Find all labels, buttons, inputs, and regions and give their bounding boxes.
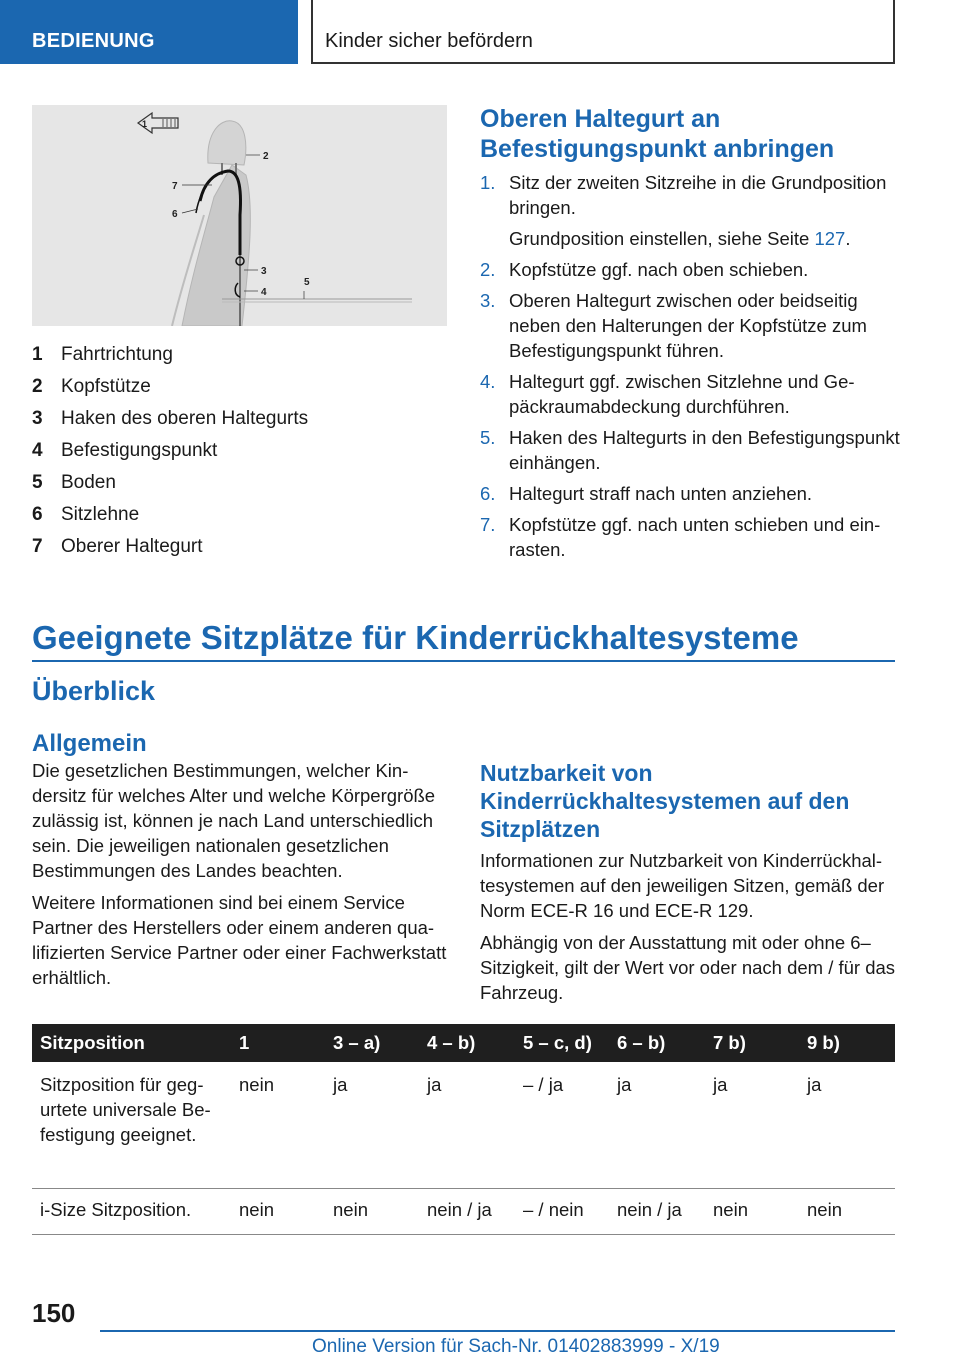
section-label: BEDIENUNG bbox=[32, 30, 155, 52]
callout-7: 7 bbox=[172, 181, 178, 192]
step-note-suffix: . bbox=[845, 228, 851, 249]
overview-heading: Überblick bbox=[32, 676, 156, 706]
step-text: Oberen Haltegurt zwischen oder beidseitig neben den Halterungen der Kopfstütze zum Befestigungspunkt führen. bbox=[509, 290, 867, 361]
step-number: 1. bbox=[480, 172, 496, 193]
paragraph: Abhängig von der Ausstattung mit oder ohne 6–Sitzigkeit, gilt der Wert vor oder nach dem / für das Fahrzeug. bbox=[480, 932, 896, 1003]
table-header: 1 bbox=[231, 1024, 325, 1062]
legend-item bbox=[32, 371, 447, 403]
legend-number: 4 bbox=[32, 440, 43, 461]
table-cell: i-Size Sitzposition. bbox=[32, 1188, 231, 1234]
table-header: 6 – b) bbox=[609, 1024, 705, 1062]
section-tab bbox=[0, 0, 298, 64]
table-header-row bbox=[32, 1024, 895, 1062]
step-item bbox=[480, 512, 900, 562]
usability-heading: Nutzbarkeit von Kinderrückhaltesystemen auf den Sitzplätzen bbox=[480, 760, 850, 842]
legend-number: 1 bbox=[32, 344, 43, 365]
step-text: Haltegurt straff nach unten anziehen. bbox=[509, 483, 813, 504]
legend-item bbox=[32, 403, 447, 435]
table-cell: ja bbox=[705, 1062, 799, 1188]
table-cell: nein bbox=[231, 1062, 325, 1188]
paragraph: Weitere Informationen sind bei einem Service Partner des Herstellers oder einem anderen qualifizierten Service Partner oder einer Fachwerkstatt erhältlich. bbox=[32, 892, 447, 988]
step-text: Sitz der zweiten Sitzreihe in die Grundposition bringen. bbox=[509, 172, 887, 218]
table-cell: nein bbox=[705, 1188, 799, 1234]
table-row bbox=[32, 1062, 895, 1188]
step-text: Haltegurt ggf. zwischen Sitzlehne und Gepäckraumabdeckung durchführen. bbox=[509, 371, 855, 417]
step-item bbox=[480, 369, 900, 419]
chapter-label: Kinder sicher befördern bbox=[325, 30, 533, 52]
step-number: 7. bbox=[480, 514, 496, 535]
table-cell: Sitzposition für gegurtete universale Befestigung geeignet. bbox=[32, 1062, 231, 1188]
legend-text: Oberer Haltegurt bbox=[61, 536, 203, 557]
callout-6: 6 bbox=[172, 209, 178, 220]
table-header: 9 b) bbox=[799, 1024, 895, 1062]
step-text: Kopfstütze ggf. nach unten schieben und einrasten. bbox=[509, 514, 881, 560]
legend-number: 6 bbox=[32, 504, 43, 525]
table-header: 4 – b) bbox=[419, 1024, 515, 1062]
table-header: 5 – c, d) bbox=[515, 1024, 609, 1062]
legend-text: Befestigungspunkt bbox=[61, 440, 218, 461]
step-text: Kopfstütze ggf. nach oben schieben. bbox=[509, 259, 809, 280]
step-item bbox=[480, 288, 900, 363]
callout-1: 1 bbox=[142, 119, 148, 129]
step-number: 4. bbox=[480, 371, 496, 392]
step-item bbox=[480, 257, 900, 282]
anchor-steps bbox=[480, 170, 900, 568]
callout-4: 4 bbox=[261, 287, 267, 298]
step-note bbox=[509, 226, 900, 251]
legend-text: Fahrtrichtung bbox=[61, 344, 173, 365]
main-section-title: Geeignete Sitzplätze für Kinderrückhaltesysteme bbox=[32, 619, 799, 656]
legend-item bbox=[32, 339, 447, 371]
table-cell: ja bbox=[419, 1062, 515, 1188]
seat-tether-illustration bbox=[32, 105, 447, 326]
legend-item bbox=[32, 467, 447, 499]
step-number: 3. bbox=[480, 290, 496, 311]
legend-number: 7 bbox=[32, 536, 43, 557]
legend-text: Boden bbox=[61, 472, 116, 493]
legend-number: 2 bbox=[32, 376, 43, 397]
legend-number: 5 bbox=[32, 472, 43, 493]
paragraph: Informationen zur Nutzbarkeit von Kinderrückhaltesystemen auf den jeweiligen Sitzen, gemäß der Norm ECE-R 16 und ECE-R 129. bbox=[480, 850, 885, 921]
callout-3: 3 bbox=[261, 266, 267, 277]
title-divider bbox=[32, 660, 895, 662]
step-item bbox=[480, 170, 900, 251]
anchor-section-title: Oberen Haltegurt an Befestigungspunkt anbringen bbox=[480, 105, 835, 163]
general-heading: Allgemein bbox=[32, 730, 147, 757]
chapter-tab bbox=[311, 0, 895, 64]
step-item bbox=[480, 481, 900, 506]
figure-legend bbox=[32, 339, 447, 563]
legend-text: Kopfstütze bbox=[61, 376, 151, 397]
step-note-text: Grundposition einstellen, siehe Seite bbox=[509, 228, 815, 249]
general-text bbox=[32, 758, 452, 990]
seat-position-table bbox=[32, 1024, 895, 1235]
legend-item bbox=[32, 531, 447, 563]
step-number: 6. bbox=[480, 483, 496, 504]
step-item bbox=[480, 425, 900, 475]
table-header: Sitzposition bbox=[32, 1024, 231, 1062]
legend-item bbox=[32, 435, 447, 467]
table-cell: ja bbox=[799, 1062, 895, 1188]
footer-divider bbox=[100, 1330, 895, 1332]
legend-number: 3 bbox=[32, 408, 43, 429]
table-header: 3 – a) bbox=[325, 1024, 419, 1062]
callout-5: 5 bbox=[304, 277, 310, 288]
table-cell: nein bbox=[231, 1188, 325, 1234]
table-cell: nein / ja bbox=[609, 1188, 705, 1234]
step-number: 2. bbox=[480, 259, 496, 280]
table-cell: – / ja bbox=[515, 1062, 609, 1188]
table-cell: ja bbox=[609, 1062, 705, 1188]
footer-text: Online Version für Sach-Nr. 01402883999 - X/19 bbox=[312, 1336, 720, 1357]
legend-text: Haken des oberen Haltegurts bbox=[61, 408, 309, 429]
page-number: 150 bbox=[32, 1298, 76, 1328]
step-text: Haken des Haltegurts in den Befestigungspunkt einhängen. bbox=[509, 427, 900, 473]
paragraph: Die gesetzlichen Bestimmungen, welcher Kindersitz für welches Alter und welche Körpergröße zulässig ist, können je nach Land unterschiedlich sein. Die jeweiligen nationalen gesetzlichen Bestimmungen des Landes beachten. bbox=[32, 760, 436, 881]
table-row bbox=[32, 1188, 895, 1234]
table-cell: nein / ja bbox=[419, 1188, 515, 1234]
legend-text: Sitzlehne bbox=[61, 504, 140, 525]
table-cell: – / nein bbox=[515, 1188, 609, 1234]
callout-2: 2 bbox=[263, 151, 269, 162]
table-cell: nein bbox=[799, 1188, 895, 1234]
legend-item bbox=[32, 499, 447, 531]
seat-diagram bbox=[32, 105, 447, 326]
usability-text bbox=[480, 848, 900, 1005]
table-cell: ja bbox=[325, 1062, 419, 1188]
step-number: 5. bbox=[480, 427, 496, 448]
table-header: 7 b) bbox=[705, 1024, 799, 1062]
table-cell: nein bbox=[325, 1188, 419, 1234]
page-reference-link[interactable]: 127 bbox=[814, 228, 846, 249]
